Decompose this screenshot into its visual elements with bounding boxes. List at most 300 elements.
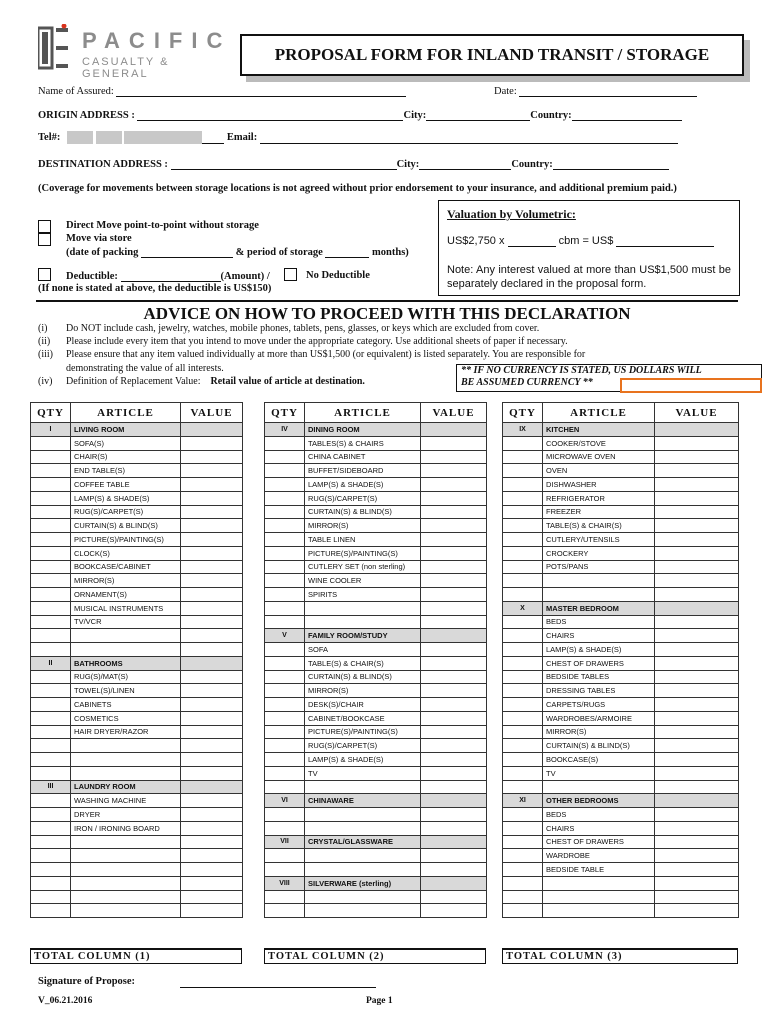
article-cell: CURTAIN(S) & BLIND(S) [305,505,421,519]
value-cell[interactable] [421,684,487,698]
article-cell[interactable] [305,780,421,794]
article-cell[interactable] [305,821,421,835]
tel-field-2[interactable] [96,131,122,144]
value-cell[interactable] [655,491,739,505]
value-cell[interactable] [421,505,487,519]
qty-cell[interactable] [503,615,543,629]
qty-cell[interactable] [503,505,543,519]
qty-cell[interactable] [503,588,543,602]
destination-country-field[interactable] [553,158,669,170]
article-cell[interactable] [71,643,181,657]
qty-cell[interactable] [503,780,543,794]
qty-cell[interactable] [31,601,71,615]
qty-cell[interactable] [265,560,305,574]
qty-cell[interactable] [31,739,71,753]
article-cell[interactable] [71,890,181,904]
value-cell[interactable] [181,519,243,533]
value-cell[interactable] [655,670,739,684]
qty-cell[interactable] [503,863,543,877]
value-cell[interactable] [181,711,243,725]
value-cell[interactable] [655,546,739,560]
qty-cell[interactable] [31,794,71,808]
article-cell: COFFEE TABLE [71,478,181,492]
qty-cell[interactable] [503,808,543,822]
cbm-field[interactable] [508,235,556,247]
qty-cell[interactable] [503,450,543,464]
qty-cell[interactable] [503,574,543,588]
qty-cell[interactable] [265,519,305,533]
qty-cell[interactable] [31,478,71,492]
qty-cell[interactable] [31,491,71,505]
qty-cell[interactable] [31,643,71,657]
table-row [265,519,487,533]
value-cell[interactable] [655,794,739,808]
tel-field-1[interactable] [67,131,93,144]
value-cell[interactable] [655,725,739,739]
article-cell[interactable] [543,904,655,918]
value-cell[interactable] [655,615,739,629]
qty-cell[interactable] [31,684,71,698]
value-cell[interactable] [655,574,739,588]
qty-cell[interactable] [503,876,543,890]
destination-city-field[interactable] [419,158,511,170]
value-cell[interactable] [421,491,487,505]
value-cell[interactable] [655,533,739,547]
qty-cell[interactable] [31,698,71,712]
article-cell[interactable] [71,849,181,863]
value-cell[interactable] [181,423,243,437]
value-cell[interactable] [655,436,739,450]
article-cell[interactable] [305,863,421,877]
tel-field-3[interactable] [124,131,202,144]
value-cell[interactable] [655,890,739,904]
article-cell[interactable] [71,753,181,767]
qty-cell[interactable] [503,835,543,849]
table-row [31,546,243,560]
qty-cell[interactable] [265,588,305,602]
qty-cell[interactable] [31,436,71,450]
period-of-storage-field[interactable] [325,246,369,258]
value-cell[interactable] [181,766,243,780]
article-cell: LAUNDRY ROOM [71,780,181,794]
qty-cell[interactable] [265,780,305,794]
value-cell[interactable] [181,684,243,698]
qty-cell[interactable] [31,546,71,560]
value-cell[interactable] [181,670,243,684]
qty-cell[interactable] [503,849,543,863]
value-cell[interactable] [655,478,739,492]
qty-cell[interactable] [503,546,543,560]
table-row [31,615,243,629]
article-cell[interactable] [543,588,655,602]
value-cell[interactable] [181,890,243,904]
origin-city-field[interactable] [426,109,530,121]
article-cell[interactable] [543,876,655,890]
qty-cell[interactable] [31,725,71,739]
qty-cell[interactable] [31,574,71,588]
qty-cell[interactable] [265,863,305,877]
value-cell[interactable] [181,780,243,794]
value-cell[interactable] [421,450,487,464]
qty-cell[interactable] [265,670,305,684]
no-deductible-checkbox[interactable] [284,268,297,281]
value-cell[interactable] [181,725,243,739]
value-cell[interactable] [655,808,739,822]
value-cell[interactable] [421,519,487,533]
qty-cell[interactable] [31,505,71,519]
formula-cbm: cbm = US$ [558,235,614,247]
qty-cell[interactable] [503,766,543,780]
qty-cell[interactable] [265,684,305,698]
value-cell[interactable] [421,533,487,547]
value-cell[interactable] [181,808,243,822]
qty-cell[interactable] [265,478,305,492]
qty-cell[interactable] [265,491,305,505]
value-cell[interactable] [655,863,739,877]
period-of-storage-label: & period of storage [235,247,323,258]
value-cell[interactable] [655,753,739,767]
value-cell[interactable] [181,643,243,657]
article-header: ARTICLE [543,403,655,423]
advice-item: (iv) Definition of Replacement Value: Retail value of article at destination. [38,375,365,387]
value-cell[interactable] [655,766,739,780]
value-cell[interactable] [421,904,487,918]
article-cell[interactable] [543,780,655,794]
article-cell: CARPETS/RUGS [543,698,655,712]
date-field[interactable] [519,85,697,97]
value-cell[interactable] [655,505,739,519]
amount-label: (Amount) / [220,271,270,282]
table-row [31,464,243,478]
article-cell[interactable] [71,835,181,849]
value-cell[interactable] [421,821,487,835]
qty-cell[interactable] [265,904,305,918]
article-cell[interactable] [305,808,421,822]
qty-cell[interactable] [265,725,305,739]
value-cell[interactable] [421,876,487,890]
qty-cell[interactable] [503,464,543,478]
value-cell[interactable] [181,436,243,450]
article-cell[interactable] [305,890,421,904]
value-cell[interactable] [181,574,243,588]
table-row [265,904,487,918]
qty-cell[interactable] [503,684,543,698]
value-cell[interactable] [421,546,487,560]
value-cell[interactable] [421,698,487,712]
qty-cell[interactable] [503,904,543,918]
article-cell[interactable] [71,629,181,643]
qty-cell[interactable] [265,890,305,904]
qty-cell[interactable] [31,835,71,849]
value-cell[interactable] [421,808,487,822]
article-cell: CUTLERY SET (non sterling) [305,560,421,574]
value-cell[interactable] [655,849,739,863]
value-cell[interactable] [181,794,243,808]
via-store-checkbox[interactable] [38,233,51,246]
qty-cell[interactable] [503,753,543,767]
qty-cell[interactable] [31,615,71,629]
value-cell[interactable] [421,574,487,588]
article-cell: REFRIGERATOR [543,491,655,505]
qty-cell[interactable] [265,711,305,725]
value-cell[interactable] [181,629,243,643]
value-cell[interactable] [655,519,739,533]
qty-cell[interactable] [265,739,305,753]
article-cell[interactable] [305,601,421,615]
value-cell[interactable] [421,601,487,615]
deductible-amount-field[interactable] [121,270,221,282]
qty-cell[interactable] [31,519,71,533]
qty-cell[interactable] [265,615,305,629]
value-cell[interactable] [421,656,487,670]
qty-cell: V [265,629,305,643]
value-cell[interactable] [655,450,739,464]
qty-cell[interactable] [31,533,71,547]
qty-cell[interactable] [31,808,71,822]
email-field[interactable] [260,132,678,144]
value-cell[interactable] [421,780,487,794]
qty-cell[interactable] [503,491,543,505]
qty-cell[interactable] [31,464,71,478]
total-column-2[interactable]: TOTAL COLUMN (2) [264,948,486,964]
value-cell[interactable] [421,753,487,767]
value-cell[interactable] [181,835,243,849]
qty-cell[interactable] [31,876,71,890]
qty-cell[interactable] [265,766,305,780]
valuation-total-field[interactable] [616,235,714,247]
article-cell: BEDSIDE TABLES [543,670,655,684]
qty-cell[interactable] [265,533,305,547]
value-cell[interactable] [421,849,487,863]
qty-cell[interactable] [503,643,543,657]
qty-cell[interactable] [31,766,71,780]
value-cell[interactable] [655,423,739,437]
name-field[interactable] [116,85,406,97]
destination-address-field[interactable] [171,158,397,170]
value-cell[interactable] [655,656,739,670]
version-label: V_06.21.2016 [38,996,93,1006]
table-row [503,615,739,629]
value-cell[interactable] [181,450,243,464]
article-cell[interactable] [71,876,181,890]
qty-cell[interactable] [265,643,305,657]
value-cell[interactable] [655,711,739,725]
qty-cell[interactable] [265,849,305,863]
table-row [31,450,243,464]
value-cell[interactable] [655,739,739,753]
table-row [503,478,739,492]
value-cell[interactable] [655,601,739,615]
value-cell[interactable] [655,698,739,712]
qty-cell[interactable] [265,574,305,588]
article-cell[interactable] [543,574,655,588]
value-cell[interactable] [421,766,487,780]
article-cell: IRON / IRONING BOARD [71,821,181,835]
qty-cell[interactable] [503,629,543,643]
valuation-formula [447,235,714,247]
article-cell[interactable] [71,904,181,918]
article-cell: SOFA [305,643,421,657]
article-cell: TABLES(S) & CHAIRS [305,436,421,450]
article-cell[interactable] [543,890,655,904]
total-column-3[interactable]: TOTAL COLUMN (3) [502,948,738,964]
qty-cell[interactable] [265,698,305,712]
qty-cell[interactable] [503,670,543,684]
value-cell[interactable] [181,656,243,670]
qty-cell[interactable] [31,560,71,574]
value-cell[interactable] [181,863,243,877]
value-cell[interactable] [421,835,487,849]
value-cell[interactable] [181,904,243,918]
article-cell[interactable] [305,904,421,918]
qty-cell[interactable] [503,890,543,904]
value-cell[interactable] [421,863,487,877]
article-cell[interactable] [71,766,181,780]
article-cell[interactable] [305,849,421,863]
article-cell: DESK(S)/CHAIR [305,698,421,712]
qty-cell[interactable] [503,519,543,533]
article-cell: COOKER/STOVE [543,436,655,450]
qty-cell[interactable] [265,464,305,478]
table-row [265,436,487,450]
article-cell: CHINA CABINET [305,450,421,464]
value-cell[interactable] [181,546,243,560]
value-cell[interactable] [655,629,739,643]
qty-cell: II [31,656,71,670]
qty-cell[interactable] [265,601,305,615]
qty-cell[interactable] [31,753,71,767]
qty-cell[interactable] [31,629,71,643]
qty-cell[interactable] [265,808,305,822]
value-cell[interactable] [181,615,243,629]
origin-country-field[interactable] [572,109,682,121]
value-cell[interactable] [181,698,243,712]
qty-cell[interactable] [503,821,543,835]
value-cell[interactable] [655,780,739,794]
qty-cell[interactable] [503,698,543,712]
article-cell: CURTAIN(S) & BLIND(S) [305,670,421,684]
value-cell[interactable] [421,588,487,602]
value-cell[interactable] [421,464,487,478]
value-cell[interactable] [421,478,487,492]
value-cell[interactable] [421,560,487,574]
table-row [265,808,487,822]
qty-cell[interactable] [503,478,543,492]
qty-cell[interactable] [31,890,71,904]
value-cell[interactable] [421,436,487,450]
value-cell[interactable] [181,876,243,890]
value-cell[interactable] [421,643,487,657]
value-cell[interactable] [421,794,487,808]
value-cell[interactable] [181,505,243,519]
value-cell[interactable] [181,849,243,863]
value-cell[interactable] [181,821,243,835]
qty-cell[interactable] [503,739,543,753]
value-header: VALUE [181,403,243,423]
table-row [265,450,487,464]
value-cell[interactable] [421,890,487,904]
value-cell[interactable] [421,711,487,725]
origin-address-field[interactable] [137,109,403,121]
qty-cell[interactable] [265,821,305,835]
value-cell[interactable] [181,601,243,615]
value-cell[interactable] [421,615,487,629]
value-cell[interactable] [181,588,243,602]
qty-cell[interactable] [31,849,71,863]
value-cell[interactable] [655,560,739,574]
value-cell[interactable] [655,588,739,602]
value-cell[interactable] [421,423,487,437]
qty-cell[interactable] [31,821,71,835]
article-cell[interactable] [71,863,181,877]
total-column-1[interactable]: TOTAL COLUMN (1) [30,948,242,964]
value-cell[interactable] [181,560,243,574]
qty-cell[interactable] [265,450,305,464]
qty-cell[interactable] [31,588,71,602]
value-cell[interactable] [655,904,739,918]
article-cell[interactable] [305,615,421,629]
section-row [503,794,739,808]
value-cell[interactable] [655,684,739,698]
value-cell[interactable] [655,643,739,657]
advice-item: (i) Do NOT include cash, jewelry, watches, mobile phones, tablets, pens, glasses, or keys which are excluded from cover. [38,323,540,334]
value-cell[interactable] [655,876,739,890]
qty-cell[interactable] [31,904,71,918]
value-cell[interactable] [421,739,487,753]
qty-cell[interactable] [265,436,305,450]
qty-cell[interactable] [265,546,305,560]
table-row [31,863,243,877]
article-cell: PICTURE(S)/PAINTING(S) [305,725,421,739]
date-of-packing-field[interactable] [141,246,233,258]
value-cell[interactable] [181,491,243,505]
deductible-label: Deductible: [66,271,118,282]
qty-cell[interactable] [503,656,543,670]
qty-cell[interactable] [265,753,305,767]
value-cell[interactable] [181,464,243,478]
deductible-checkbox[interactable] [38,268,51,281]
qty-cell[interactable] [503,533,543,547]
currency-input[interactable] [620,378,762,393]
qty-cell[interactable] [503,725,543,739]
qty-cell[interactable] [31,863,71,877]
value-cell[interactable] [655,835,739,849]
value-cell[interactable] [181,739,243,753]
qty-cell[interactable] [265,505,305,519]
signature-field[interactable] [180,987,376,988]
table-row [265,588,487,602]
direct-move-checkbox[interactable] [38,220,51,233]
qty-cell[interactable] [503,560,543,574]
value-cell[interactable] [655,821,739,835]
qty-cell[interactable] [31,450,71,464]
article-cell[interactable] [71,739,181,753]
value-cell[interactable] [181,533,243,547]
value-cell[interactable] [655,464,739,478]
qty-cell[interactable] [31,711,71,725]
destination-country-label: Country: [511,159,553,170]
qty-cell[interactable] [31,670,71,684]
qty-cell[interactable] [503,436,543,450]
value-cell[interactable] [421,629,487,643]
value-cell[interactable] [181,753,243,767]
value-cell[interactable] [181,478,243,492]
qty-cell[interactable] [503,711,543,725]
article-cell: TV [543,766,655,780]
qty-cell[interactable] [265,656,305,670]
value-cell[interactable] [421,670,487,684]
value-cell[interactable] [421,725,487,739]
